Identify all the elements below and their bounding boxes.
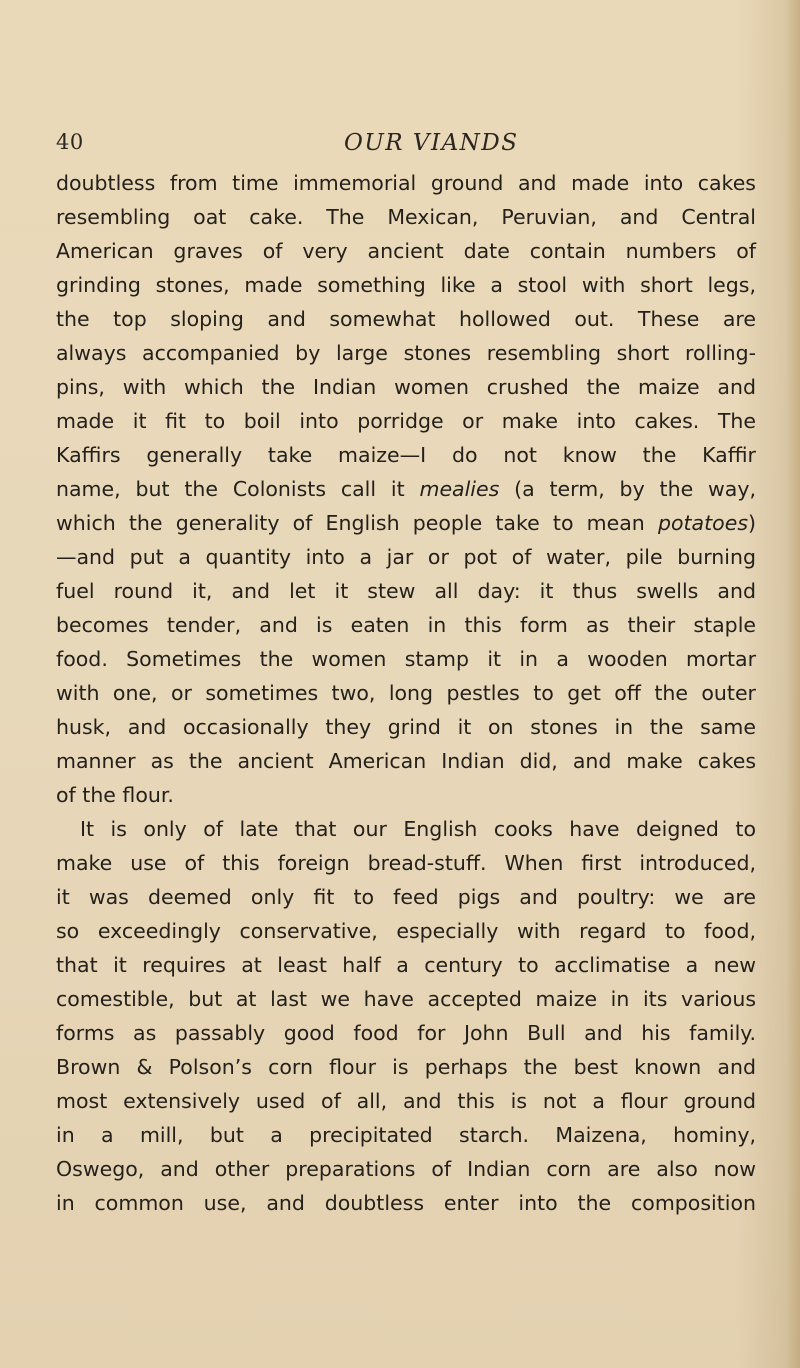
text-line-2: resembling oat cake. The Mexican, Peruvian, and Central (56, 205, 756, 229)
text-line-13: fuel round it, and let it stew all day: it thus swells and (56, 579, 756, 603)
text-line-5: the top sloping and somewhat hollowed out. These are (56, 307, 756, 331)
text-line-27: Brown & Polson’s corn flour is perhaps the best known and (56, 1055, 756, 1079)
text-line-23: so exceedingly conservative, especially with regard to food, (56, 919, 756, 943)
text-line-25: comestible, but at last we have accepted maize in its various (56, 987, 756, 1011)
italic-term-potatoes: potatoes (657, 511, 748, 535)
text-line-9: Kaffirs generally take maize—I do not know the Kaffir (56, 443, 756, 467)
running-head (56, 130, 756, 160)
text-line-26: forms as passably good food for John Bull and his family. (56, 1021, 756, 1045)
text-line-11-pre: which the generality of English people take to mean (56, 511, 658, 535)
text-line-6: always accompanied by large stones resembling short rolling- (56, 341, 756, 365)
text-line-10-pre: name, but the Colonists call it (56, 477, 420, 501)
text-line-28: most extensively used of all, and this is not a flour ground (56, 1089, 756, 1113)
text-line-10 (56, 472, 756, 506)
text-line-8: made it fit to boil into porridge or make into cakes. The (56, 409, 756, 433)
page-edge-shadow (786, 0, 800, 1368)
text-line-12: —and put a quantity into a jar or pot of water, pile burning (56, 545, 756, 569)
text-line-14: becomes tender, and is eaten in this form as their staple (56, 613, 756, 637)
text-line-21: make use of this foreign bread-stuff. When first introduced, (56, 851, 756, 875)
text-line-31: in common use, and doubtless enter into the composition (56, 1191, 756, 1215)
text-line-18: manner as the ancient American Indian did, and make cakes (56, 749, 756, 773)
body-text (56, 166, 756, 1220)
text-line-19: of the flour. (56, 783, 174, 807)
text-line-24: that it requires at least half a century to acclimatise a new (56, 953, 756, 977)
italic-term-mealies: mealies (419, 477, 500, 501)
text-line-1: doubtless from time immemorial ground and made into cakes (56, 171, 756, 195)
text-line-10-post: (a term, by the way, (499, 477, 756, 501)
text-line-11 (56, 506, 756, 540)
text-line-11-post: ) (748, 511, 756, 535)
text-line-17: husk, and occasionally they grind it on stones in the same (56, 715, 756, 739)
text-line-7: pins, with which the Indian women crushed the maize and (56, 375, 756, 399)
page-number: 40 (56, 130, 84, 154)
text-line-30: Oswego, and other preparations of Indian corn are also now (56, 1157, 756, 1181)
text-line-16: with one, or sometimes two, long pestles to get off the outer (56, 681, 756, 705)
text-line-4: grinding stones, made something like a stool with short legs, (56, 273, 756, 297)
text-line-3: American graves of very ancient date contain numbers of (56, 239, 756, 263)
text-line-22: it was deemed only fit to feed pigs and poultry: we are (56, 885, 756, 909)
text-line-29: in a mill, but a precipitated starch. Maizena, hominy, (56, 1123, 756, 1147)
text-line-20: It is only of late that our English cooks have deigned to (80, 817, 756, 841)
text-line-15: food. Sometimes the women stamp it in a wooden mortar (56, 647, 756, 671)
running-title: OUR VIANDS (344, 130, 519, 156)
